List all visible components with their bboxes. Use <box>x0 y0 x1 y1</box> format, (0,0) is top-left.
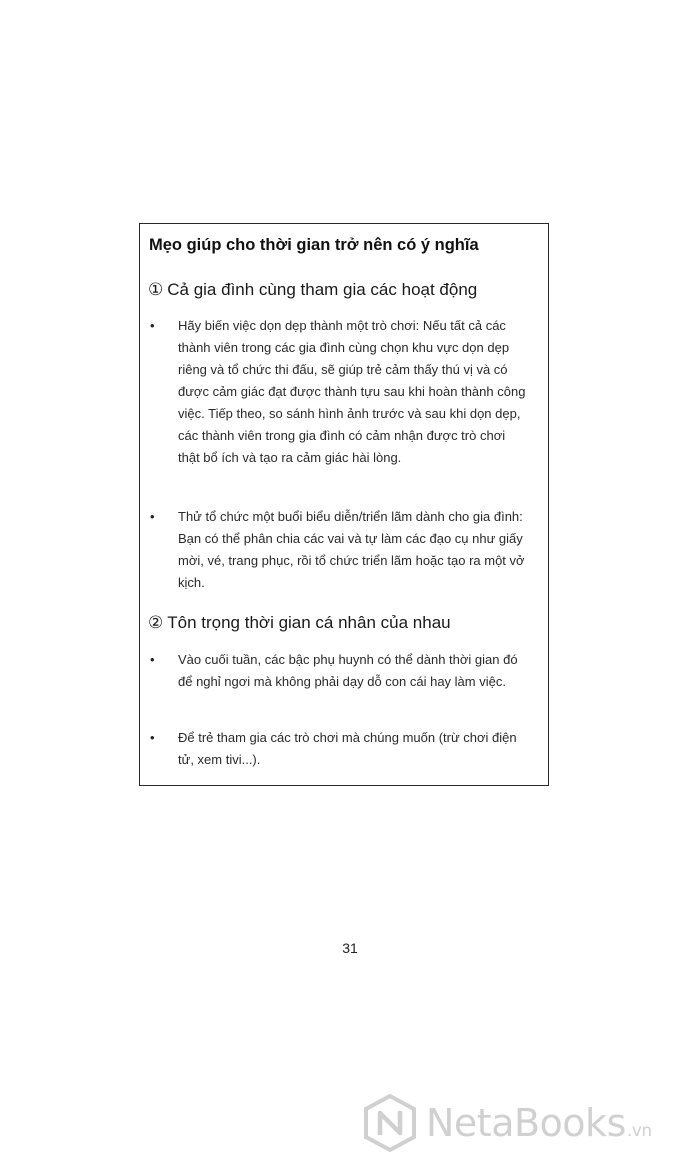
list-item <box>150 315 528 469</box>
section-heading-1 <box>148 280 477 300</box>
watermark-brand <box>426 1101 652 1145</box>
tips-box <box>139 223 549 786</box>
section-heading-text-2: Tôn trọng thời gian cá nhân của nhau <box>167 613 451 632</box>
watermark-brand-text: NetaBooks <box>426 1101 626 1145</box>
netabooks-logo-icon <box>362 1093 418 1153</box>
bullet-text: Hãy biến việc dọn dẹp thành một trò chơi: Nếu tất cả các thành viên trong các gia đình cùng chọn khu vực dọn dẹp riêng và tổ chức thi đấu, sẽ giúp trẻ cảm thấy thú vị và có được cảm giác đạt được thành tựu sau khi hoàn thành công việc. Tiếp theo, so sánh hình ảnh trước và sau khi dọn dẹp, các thành viên trong gia đình có cảm nhận được trò chơi thật bổ ích và tạo ra cảm giác hài lòng. <box>178 318 526 465</box>
watermark <box>362 1093 652 1153</box>
bullet-text: Vào cuối tuần, các bậc phụ huynh có thể dành thời gian đó để nghỉ ngơi mà không phải dạy dỗ con cái hay làm việc. <box>178 652 518 689</box>
list-item <box>150 649 528 693</box>
bullet-text: Để trẻ tham gia các trò chơi mà chúng muốn (trừ chơi điện tử, xem tivi...). <box>178 730 517 767</box>
list-item <box>150 506 528 594</box>
section-number-2: ② <box>148 613 164 632</box>
section-number-1: ① <box>148 280 164 299</box>
bullet-icon: • <box>150 652 155 667</box>
box-title: Mẹo giúp cho thời gian trở nên có ý nghĩa <box>149 236 479 254</box>
page-number: 31 <box>342 940 358 956</box>
bullet-icon: • <box>150 318 155 333</box>
bullet-icon: • <box>150 509 155 524</box>
list-item <box>150 727 528 771</box>
section-heading-text-1: Cả gia đình cùng tham gia các hoạt động <box>167 280 478 299</box>
bullet-icon: • <box>150 730 155 745</box>
bullet-text: Thử tổ chức một buổi biểu diễn/triển lãm dành cho gia đình: Bạn có thể phân chia các vai và tự làm các đạo cụ như giấy mời, vé, trang phục, rồi tổ chức triển lãm hoặc tạo ra một vở kịch. <box>178 509 525 590</box>
section-heading-2 <box>148 613 451 633</box>
watermark-tld: .vn <box>626 1121 652 1141</box>
